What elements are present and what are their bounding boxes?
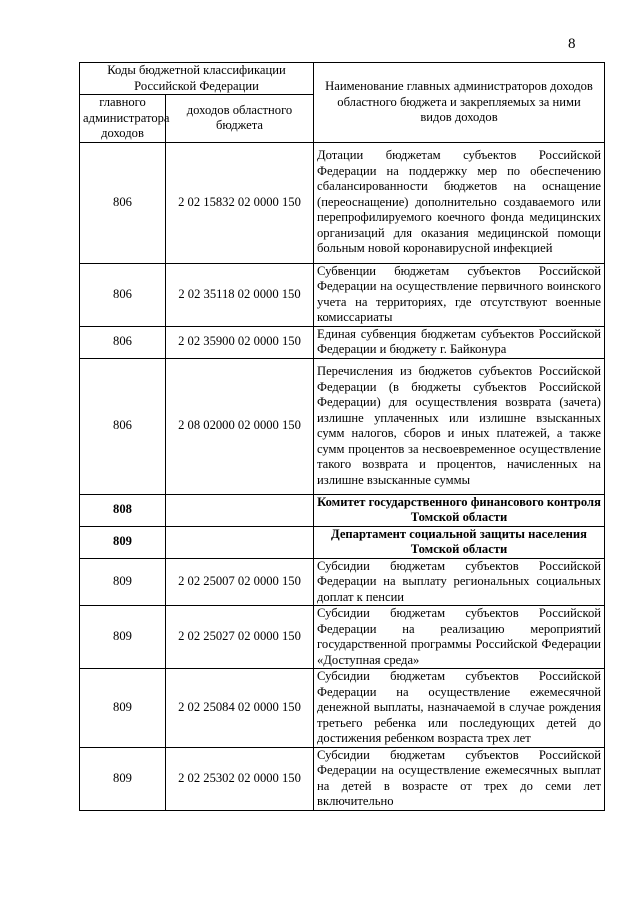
- admin-code-cell: 809: [80, 747, 166, 810]
- table-header: [80, 63, 605, 143]
- administrator-name-cell: Департамент социальной защиты населения Томской области: [314, 526, 605, 558]
- revenue-code-cell: [166, 526, 314, 558]
- revenue-name-cell: Субсидии бюджетам субъектов Российской Федерации на осуществление ежемесячных выплат на детей в возрасте от трех до семи лет включительно: [314, 747, 605, 810]
- admin-code-cell: 806: [80, 358, 166, 494]
- revenue-code-cell: [166, 494, 314, 526]
- table-row: [80, 606, 605, 669]
- revenue-name-cell: Дотации бюджетам субъектов Российской Федерации на поддержку мер по обеспечению сбалансированности бюджетов на оснащение (переоснащение) дополнительно создаваемого или перепрофилируемого коечного фонда медицинских организаций для оказания медицинской помощи больным новой коронавирусной инфекцией: [314, 142, 605, 263]
- table-row: [80, 358, 605, 494]
- admin-code-cell: 809: [80, 606, 166, 669]
- admin-code-cell: 806: [80, 326, 166, 358]
- codes-group-header: Коды бюджетной классификации Российской Федерации: [80, 63, 314, 95]
- revenue-name-cell: Перечисления из бюджетов субъектов Российской Федерации (в бюджеты субъектов Российской Федерации) для осуществления возврата (зачета) излишне уплаченных или излишне взысканных сумм налогов, сборов и иных платежей, а также сумм процентов за несвоевременное осуществление такого возврата и процентов, начисленных на излишне взысканные суммы: [314, 358, 605, 494]
- page-number: 8: [568, 36, 576, 52]
- table-row: [80, 494, 605, 526]
- table-row: [80, 747, 605, 810]
- table-row: [80, 526, 605, 558]
- revenue-code-cell: 2 02 25084 02 0000 150: [166, 669, 314, 748]
- revenue-code-cell: 2 02 35900 02 0000 150: [166, 326, 314, 358]
- revenue-name-cell: Субсидии бюджетам субъектов Российской Федерации на выплату региональных социальных доплат к пенсии: [314, 558, 605, 606]
- admin-code-cell: 809: [80, 558, 166, 606]
- name-column-header: Наименование главных администраторов доходов областного бюджета и закрепляемых за ними видов доходов: [314, 63, 605, 143]
- revenue-name-cell: Единая субвенция бюджетам субъектов Российской Федерации и бюджету г. Байконура: [314, 326, 605, 358]
- table-row: [80, 263, 605, 326]
- administrator-name-cell: Комитет государственного финансового контроля Томской области: [314, 494, 605, 526]
- revenue-code-cell: 2 02 25027 02 0000 150: [166, 606, 314, 669]
- budget-classification-table: [79, 62, 605, 811]
- admin-code-cell: 806: [80, 142, 166, 263]
- revenue-code-cell: 2 02 25302 02 0000 150: [166, 747, 314, 810]
- revenue-name-cell: Субвенции бюджетам субъектов Российской Федерации на осуществление первичного воинского учета на территориях, где отсутствуют военные комиссариаты: [314, 263, 605, 326]
- admin-code-cell: 809: [80, 526, 166, 558]
- admin-code-cell: 809: [80, 669, 166, 748]
- revenue-name-cell: Субсидии бюджетам субъектов Российской Федерации на осуществление ежемесячной денежной выплаты, назначаемой в случае рождения третьего ребенка или последующих детей до достижения ребенком возраста трех лет: [314, 669, 605, 748]
- admin-code-cell: 806: [80, 263, 166, 326]
- table-row: [80, 669, 605, 748]
- table-row: [80, 326, 605, 358]
- revenue-code-cell: 2 02 25007 02 0000 150: [166, 558, 314, 606]
- table-body: [80, 142, 605, 810]
- revenue-code-cell: 2 02 15832 02 0000 150: [166, 142, 314, 263]
- regional-revenue-header: доходов областного бюджета: [166, 95, 314, 143]
- main-admin-header: главного администратора доходов: [80, 95, 166, 143]
- revenue-name-cell: Субсидии бюджетам субъектов Российской Федерации на реализацию мероприятий государственной программы Российской Федерации «Доступная среда»: [314, 606, 605, 669]
- revenue-code-cell: 2 02 35118 02 0000 150: [166, 263, 314, 326]
- table-row: [80, 558, 605, 606]
- revenue-code-cell: 2 08 02000 02 0000 150: [166, 358, 314, 494]
- table-row: [80, 142, 605, 263]
- admin-code-cell: 808: [80, 494, 166, 526]
